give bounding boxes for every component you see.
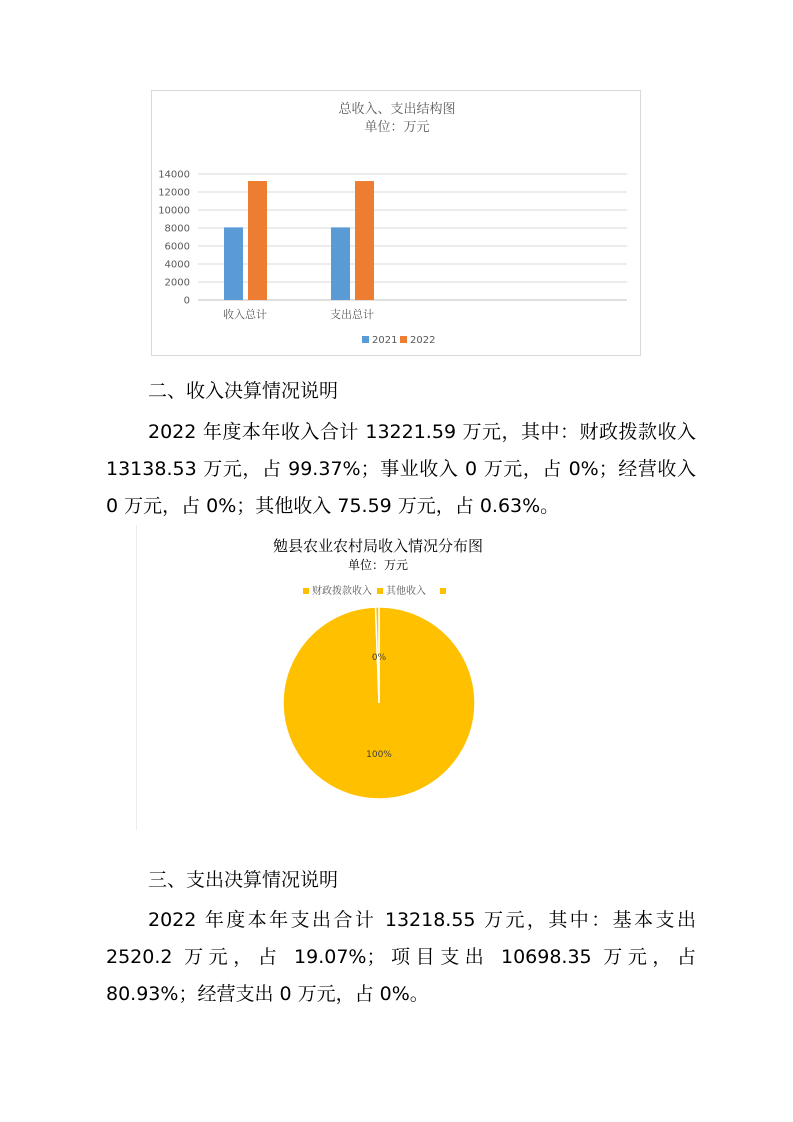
bar-chart-subtitle: 单位：万元 [364, 120, 430, 135]
bar-2022-1 [355, 181, 374, 300]
bar-2022-0 [248, 181, 267, 300]
bar-chart-title: 总收入、支出结构图 [338, 102, 456, 117]
bar-y-tick-label: 0 [183, 295, 190, 307]
pie-chart-title: 勉县农业农村局收入情况分布图 [272, 537, 484, 555]
section2-paragraph: 2022 年度本年收入合计 13221.59 万元，其中：财政拨款收入 13138.53 万元，占 99.37%；事业收入 0 万元，占 0%；经营收入 0 万元，占 0%；其他收入 75.59 万元，占 0.63%。 [106, 421, 696, 517]
pie-chart-canvas [137, 525, 657, 830]
bar-y-tick-label: 8000 [164, 223, 190, 235]
bar-x-category-label: 支出总计 [330, 308, 374, 321]
income-distribution-pie-chart [136, 525, 657, 830]
bar-2021-0 [224, 227, 243, 300]
bar-y-tick-label: 2000 [164, 277, 190, 289]
section2-heading: 二、收入决算情况说明 [148, 380, 339, 402]
section3-paragraph: 2022 年度本年支出合计 13218.55 万元，其中：基本支出 2520.2 万元，占 19.07%；项目支出 10698.35 万元，占 80.93%；经营支出 0 万元，占 0%。 [106, 909, 696, 1005]
bar-y-tick-label: 10000 [158, 205, 190, 217]
bar-legend-swatch [362, 336, 369, 343]
bar-2021-1 [331, 227, 350, 300]
pie-legend-swatch [377, 588, 383, 594]
bar-y-tick-label: 14000 [158, 169, 190, 181]
bar-legend-swatch [400, 336, 407, 343]
pie-legend-label: 其他收入 [386, 586, 426, 597]
income-expense-bar-chart [151, 90, 641, 356]
pie-legend-swatch [440, 588, 446, 594]
bar-y-tick-label: 4000 [164, 259, 190, 271]
pie-slice-label: 100% [366, 750, 392, 760]
bar-y-tick-label: 12000 [158, 187, 190, 199]
bar-x-category-label: 收入总计 [223, 308, 267, 321]
pie-slice-label: 0% [371, 653, 387, 663]
section3-heading: 三、支出决算情况说明 [148, 869, 339, 891]
pie-chart-subtitle: 单位：万元 [347, 558, 409, 572]
pie-legend-label: 财政拨款收入 [312, 586, 372, 597]
bar-y-tick-label: 6000 [164, 241, 190, 253]
bar-legend-label: 2022 [410, 335, 436, 346]
pie-legend-swatch [303, 588, 309, 594]
bar-legend-label: 2021 [372, 335, 398, 346]
bar-chart-canvas [152, 91, 642, 357]
